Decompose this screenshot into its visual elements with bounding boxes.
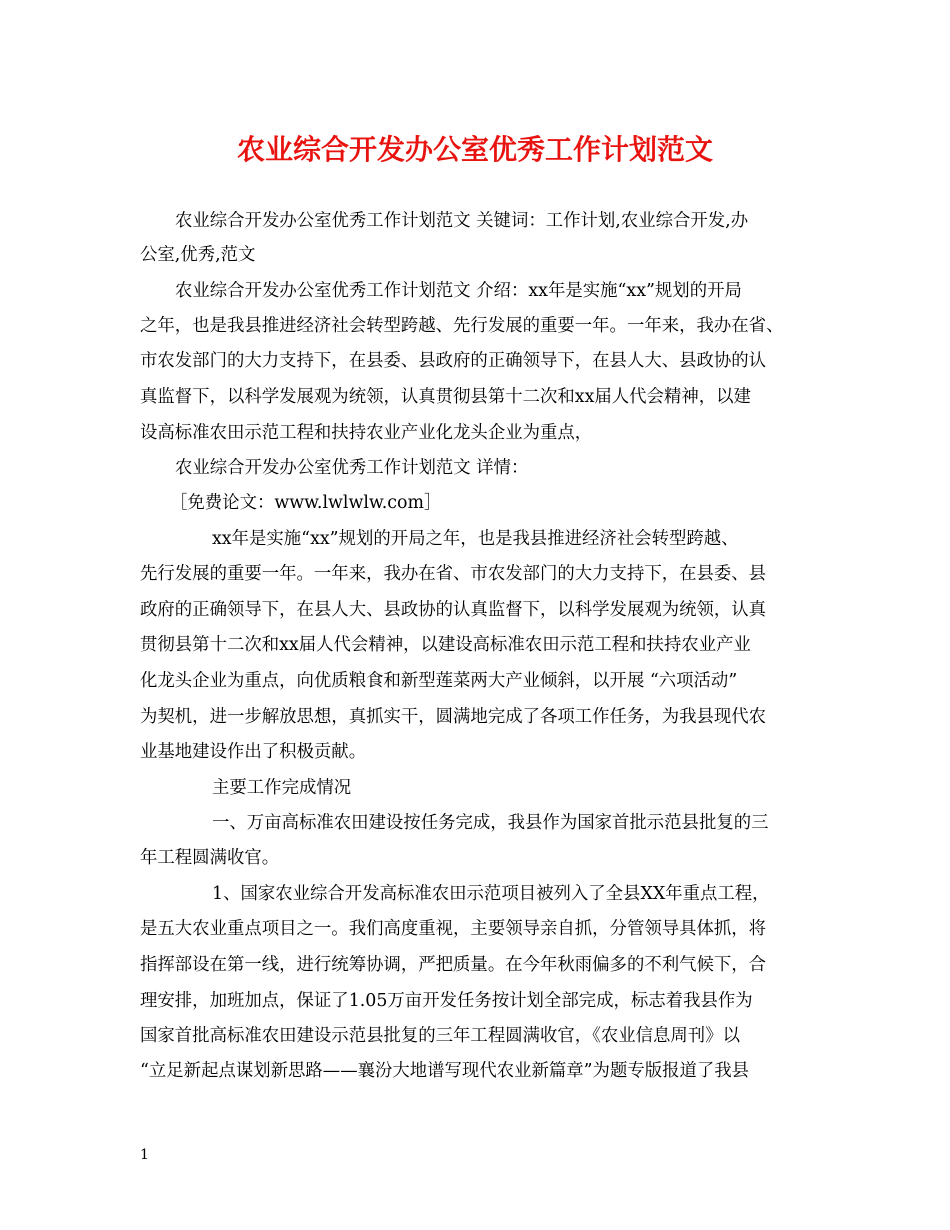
text-line: 先行发展的重要一年。一年来，我办在省、市农发部门的大力支持下，在县委、县 — [140, 564, 767, 584]
text-line: 年工程圆满收官。 — [140, 848, 280, 868]
text-line: 为契机，进一步解放思想，真抓实干，圆满地完成了各项工作任务，为我县现代农 — [140, 707, 767, 727]
document-title: 农业综合开发办公室优秀工作计划范文 — [236, 133, 713, 166]
text-line: 真监督下，以科学发展观为统领，认真贯彻县第十二次和xx届人代会精神，以建 — [140, 387, 751, 407]
text-line: ［免费论文：www.lwlwlw.com］ — [170, 493, 442, 513]
text-line: 政府的正确领导下，在县人大、县政协的认真监督下，以科学发展观为统领，认真 — [140, 600, 767, 620]
text-line: 一、万亩高标准农田建设按任务完成，我县作为国家首批示范县批复的三 — [212, 813, 769, 833]
text-line: 业基地建设作出了积极贡献。 — [140, 742, 367, 762]
text-line: 指挥部设在第一线，进行统筹协调，严把质量。在今年秋雨偏多的不利气候下，合 — [140, 955, 767, 975]
text-line: xx年是实施“xx”规划的开局之年，也是我县推进经济社会转型跨越、 — [212, 529, 739, 549]
text-line: 理安排，加班加点，保证了1.05万亩开发任务按计划全部完成，标志着我县作为 — [140, 991, 753, 1011]
text-line: 公室,优秀,范文 — [140, 245, 256, 265]
text-line: “立足新起点谋划新思路——襄汾大地谱写现代农业新篇章”为题专版报道了我县 — [140, 1061, 750, 1081]
text-line: 1、国家农业综合开发高标准农田示范项目被列入了全县XX年重点工程， — [212, 884, 770, 904]
text-line: 设高标准农田示范工程和扶持农业产业化龙头企业为重点， — [140, 423, 593, 443]
text-line: 农业综合开发办公室优秀工作计划范文 详情： — [175, 458, 529, 478]
text-line: 贯彻县第十二次和xx届人代会精神，以建设高标准农田示范工程和扶持农业产业 — [140, 635, 751, 655]
text-line: 之年，也是我县推进经济社会转型跨越、先行发展的重要一年。一年来，我办在省、 — [140, 316, 784, 336]
text-line: 农业综合开发办公室优秀工作计划范文 介绍：xx年是实施“xx”规划的开局 — [175, 281, 742, 301]
page-number: 1 — [140, 1147, 149, 1163]
text-line: 化龙头企业为重点，向优质粮食和新型莲菜两大产业倾斜，以开展 “六项活动” — [140, 671, 738, 691]
text-line: 农业综合开发办公室优秀工作计划范文 关键词：工作计划,农业综合开发,办 — [175, 211, 749, 231]
text-line: 国家首批高标准农田建设示范县批复的三年工程圆满收官，《农业信息周刊》以 — [140, 1026, 740, 1046]
text-line: 市农发部门的大力支持下，在县委、县政府的正确领导下，在县人大、县政协的认 — [140, 351, 767, 371]
text-line: 是五大农业重点项目之一。我们高度重视，主要领导亲自抓，分管领导具体抓，将 — [140, 919, 767, 939]
section-heading: 主要工作完成情况 — [212, 778, 352, 798]
